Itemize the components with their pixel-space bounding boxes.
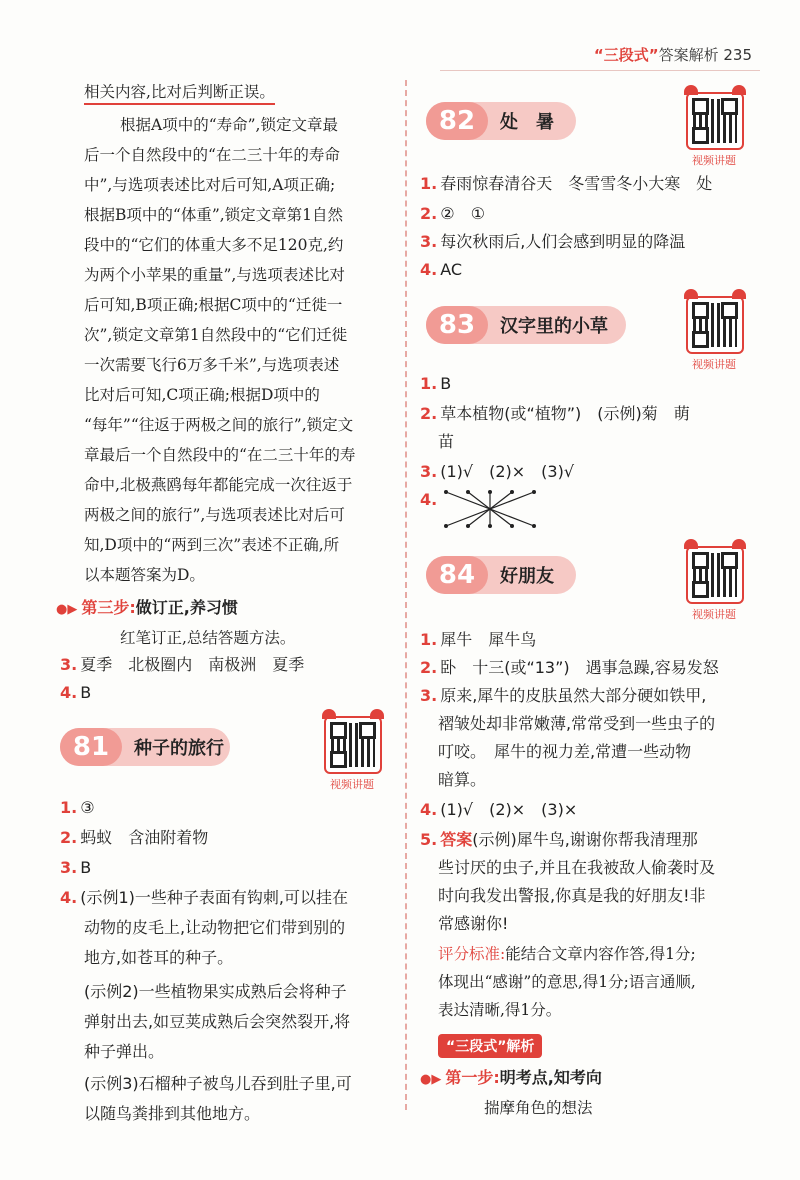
text-line: 暗算。	[438, 770, 487, 789]
text-line: 苗	[438, 432, 455, 451]
answer-3: 3. (1)√ (2)× (3)√	[420, 462, 575, 481]
answer-2: 2. ② ①	[420, 204, 485, 223]
answer-3: 3. 每次秋雨后,人们会感到明显的降温	[420, 232, 686, 251]
qr-label: 视频讲题	[692, 358, 736, 371]
text-line: 段中的“它们的体重大多不足120克,约	[84, 236, 344, 254]
step3-sub: 红笔订正,总结答题方法。	[120, 629, 296, 647]
step1-sub: 揣摩角色的想法	[484, 1099, 593, 1117]
text-line: 为两个小苹果的重量”,与选项表述比对	[84, 266, 345, 284]
text-line: 表达清晰,得1分。	[438, 1001, 562, 1019]
header-text: 答案解析	[658, 46, 719, 64]
text-line: 以随鸟粪排到其他地方。	[84, 1104, 261, 1123]
text-line: 后一个自然段中的“在二三十年的寿命	[84, 146, 340, 164]
section-number: 84	[426, 556, 488, 594]
text-line: “每年”“往返于两极之间的旅行”,锁定文	[84, 416, 354, 434]
answer-2: 2. 卧 十三(或“13”) 遇事急躁,容易发怒	[420, 658, 719, 677]
text-line: 章最后一个自然段中的“在二三十年的寿	[84, 446, 356, 464]
answer-1: 1. ③	[60, 798, 95, 817]
text-line: 体现出“感谢”的意思,得1分;语言通顺,	[438, 973, 696, 991]
arrow-icon: ●▶	[56, 602, 78, 617]
matching-lines-diagram	[442, 486, 542, 532]
text-line: 比对后可知,C项正确;根据D项中的	[84, 386, 320, 404]
qr-code-icon[interactable]	[324, 716, 382, 774]
text-line: 叮咬。 犀牛的视力差,常遭一些动物	[438, 742, 692, 761]
text-line: 一次需要飞行6万多千米”,与选项表述	[84, 356, 340, 374]
section-title: 汉字里的小草	[500, 316, 608, 337]
answer-3: 3. 夏季 北极圈内 南极洲 夏季	[60, 655, 305, 674]
qr-label: 视频讲题	[692, 608, 736, 621]
text-line: 时向我发出警报,你真是我的好朋友!非	[438, 886, 706, 905]
section-title: 种子的旅行	[134, 738, 224, 759]
text-line: 命中,北极燕鸥每年都能完成一次往返于	[84, 476, 353, 494]
text-line: 知,D项中的“两到三次”表述不正确,所	[84, 536, 340, 554]
answer-4: 4. (1)√ (2)× (3)×	[420, 800, 578, 819]
step3-heading: ●▶ 第三步:做订正,养习惯	[56, 598, 238, 617]
answer-1: 1. B	[420, 374, 452, 393]
column-divider	[405, 80, 407, 1110]
answer-2: 2. 草本植物(或“植物”) (示例)菊 萌	[420, 404, 690, 423]
section-number: 81	[60, 728, 122, 766]
answer-4: 4. (示例1)一些种子表面有钩刺,可以挂在	[60, 888, 348, 907]
header-rule	[440, 70, 760, 71]
answer-3: 3. B	[60, 858, 92, 877]
section-number: 83	[426, 306, 488, 344]
text-line: (示例3)石榴种子被鸟儿吞到肚子里,可	[84, 1074, 352, 1093]
step1-heading: ●▶ 第一步:明考点,知考向	[420, 1068, 602, 1087]
page-number: 235	[723, 46, 752, 64]
section-title: 处 暑	[500, 112, 554, 133]
answer-4: 4. B	[60, 683, 92, 702]
text-line: (示例2)一些植物果实成熟后会将种子	[84, 982, 347, 1001]
answer-4: 4.	[420, 490, 438, 509]
qr-code-icon[interactable]	[686, 546, 744, 604]
answer-5: 5. 答案(示例)犀牛鸟,谢谢你帮我清理那	[420, 830, 698, 849]
answer-3: 3. 原来,犀牛的皮肤虽然大部分硬如铁甲,	[420, 686, 707, 705]
text-line: 种子弹出。	[84, 1042, 165, 1061]
text-line: 根据A项中的“寿命”,锁定文章最	[120, 116, 338, 134]
text-line: 后可知,B项正确;根据C项中的“迁徙一	[84, 296, 343, 314]
section-number: 82	[426, 102, 488, 140]
text-line: 根据B项中的“体重”,锁定文章第1自然	[84, 206, 344, 224]
text-line: 次”,锁定文章第1自然段中的“它们迁徙	[84, 326, 348, 344]
arrow-icon: ●▶	[420, 1072, 442, 1087]
section-badge-84	[426, 556, 576, 594]
text-line: 相关内容,比对后判断正误。	[84, 82, 275, 102]
page-header	[594, 44, 752, 65]
answer-1: 1. 犀牛 犀牛鸟	[420, 630, 537, 649]
text-line: 常感谢你!	[438, 914, 509, 933]
qr-label: 视频讲题	[692, 154, 736, 167]
qr-label: 视频讲题	[330, 778, 374, 791]
analysis-tag: “三段式”解析	[438, 1034, 542, 1058]
answer-1: 1. 春雨惊春清谷天 冬雪雪冬小大寒 处	[420, 174, 713, 193]
text-line: 些讨厌的虫子,并且在我被敌人偷袭时及	[438, 858, 716, 877]
section-badge-83	[426, 306, 626, 344]
scoring-criteria: 评分标准:能结合文章内容作答,得1分;	[438, 945, 696, 963]
answer-4: 4. AC	[420, 260, 463, 279]
qr-code-icon[interactable]	[686, 92, 744, 150]
text-line: 两极之间的旅行”,与选项表述比对后可	[84, 506, 345, 524]
section-badge-81	[60, 728, 230, 766]
answer-2: 2. 蚂蚁 含油附着物	[60, 828, 209, 847]
text-line: 动物的皮毛上,让动物把它们带到别的	[84, 918, 346, 937]
text-line: 地方,如苍耳的种子。	[84, 948, 234, 967]
text-line: 以本题答案为D。	[84, 566, 205, 584]
qr-code-icon[interactable]	[686, 296, 744, 354]
text-line: 弹射出去,如豆荚成熟后会突然裂开,将	[84, 1012, 351, 1031]
text-line: 褶皱处却非常嫩薄,常常受到一些虫子的	[438, 714, 716, 733]
text-line: 中”,与选项表述比对后可知,A项正确;	[84, 176, 336, 194]
header-highlight: “三段式”	[593, 46, 659, 64]
section-title: 好朋友	[500, 566, 554, 587]
section-badge-82	[426, 102, 576, 140]
